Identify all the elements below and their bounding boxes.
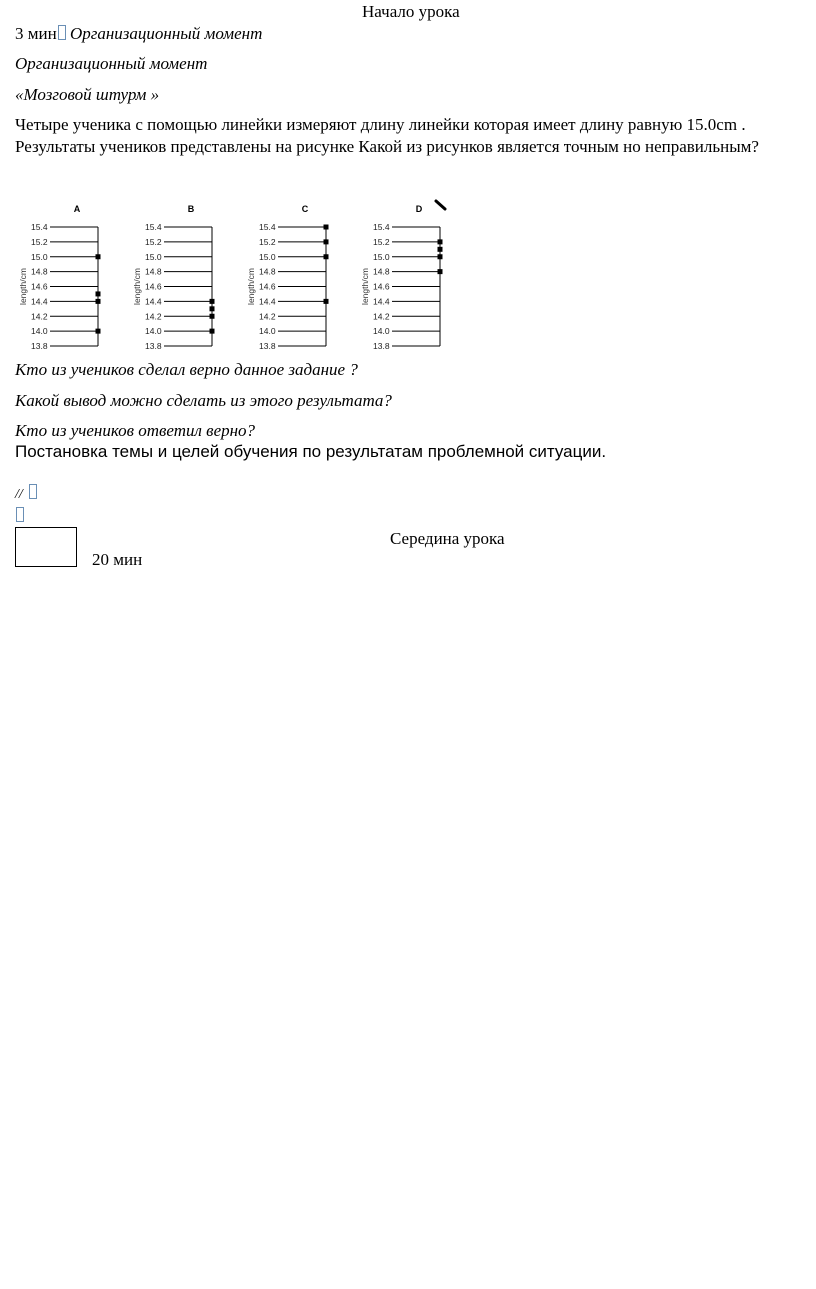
question-2: Какой вывод можно сделать из этого результата?	[15, 391, 392, 410]
brainstorm-heading: «Мозговой штурм »	[15, 85, 160, 104]
stage-time: 3 мин	[15, 24, 57, 43]
topic-line: Постановка темы и целей обучения по результатам проблемной ситуации.	[15, 442, 607, 461]
y-tick-label: 15.2	[31, 236, 48, 247]
data-point	[96, 329, 101, 334]
y-tick-label: 14.6	[373, 281, 390, 292]
stage-title: Организационный момент	[69, 24, 263, 43]
y-tick-label: 13.8	[31, 341, 48, 351]
y-tick-label: 15.0	[31, 251, 48, 262]
question-1: Кто из учеников сделал верно данное задание ?	[15, 360, 358, 379]
y-tick-label: 15.4	[145, 222, 162, 232]
broken-glyphs-row	[15, 484, 37, 503]
y-tick-label: 14.4	[373, 296, 390, 307]
stage-line	[15, 24, 262, 44]
data-point	[324, 299, 329, 304]
y-tick-label: 14.6	[145, 281, 162, 292]
y-tick-label: 14.0	[259, 326, 276, 337]
y-tick-label: 15.4	[259, 222, 276, 232]
data-point	[210, 314, 215, 319]
y-axis-label: length/cm	[246, 268, 256, 305]
y-tick-label: 13.8	[259, 341, 276, 351]
data-point	[324, 239, 329, 244]
y-axis-label: length/cm	[18, 268, 28, 305]
data-point	[324, 225, 329, 230]
lesson-middle-title: Середина урока	[390, 529, 505, 548]
y-tick-label: 14.4	[259, 296, 276, 307]
lesson-middle-time: 20 мин	[92, 550, 143, 569]
empty-box	[15, 527, 77, 567]
panel-label-B: B	[187, 204, 195, 214]
missing-glyph-icon	[29, 484, 37, 499]
panel-label-D: D	[415, 204, 423, 214]
data-point	[438, 254, 443, 259]
y-axis-label: length/cm	[360, 268, 370, 305]
y-tick-label: 15.4	[31, 222, 48, 232]
scribble-mark	[436, 201, 445, 209]
y-tick-label: 13.8	[145, 341, 162, 351]
data-point	[96, 254, 101, 259]
y-tick-label: 14.8	[259, 266, 276, 277]
lesson-start-title: Начало урока	[362, 2, 460, 21]
y-tick-label: 14.8	[145, 266, 162, 277]
broken-glyph-row-2	[15, 507, 24, 526]
y-tick-label: 15.0	[373, 251, 390, 262]
panel-label-A: A	[73, 204, 81, 214]
y-tick-label: 15.2	[373, 236, 390, 247]
y-tick-label: 14.2	[373, 311, 390, 322]
data-point	[438, 247, 443, 252]
missing-glyph-icon	[58, 25, 66, 40]
y-tick-label: 14.0	[373, 326, 390, 337]
data-point	[210, 299, 215, 304]
data-point	[210, 329, 215, 334]
data-point	[96, 299, 101, 304]
y-tick-label: 14.4	[145, 296, 162, 307]
y-tick-label: 15.2	[259, 236, 276, 247]
y-tick-label: 15.0	[259, 251, 276, 262]
y-tick-label: 15.4	[373, 222, 390, 232]
y-axis-label: length/cm	[132, 268, 142, 305]
y-tick-label: 14.6	[259, 281, 276, 292]
y-tick-label: 14.0	[31, 326, 48, 337]
problem-text: Четыре ученика с помощью линейки измеряют длину линейки которая имеет длину равную 15.0cm . Результаты учеников представлены на рисунке Какой из рисунков является точным но неправильным?	[15, 115, 759, 156]
data-point	[210, 306, 215, 311]
question-3: Кто из учеников ответил верно?	[15, 421, 256, 440]
data-point	[96, 291, 101, 296]
y-tick-label: 14.6	[31, 281, 48, 292]
data-point	[438, 239, 443, 244]
y-tick-label: 13.8	[373, 341, 390, 351]
y-tick-label: 14.0	[145, 326, 162, 337]
y-tick-label: 14.2	[31, 311, 48, 322]
data-point	[324, 254, 329, 259]
y-tick-label: 15.0	[145, 251, 162, 262]
stage-title-repeat: Организационный момент	[15, 54, 208, 73]
y-tick-label: 15.2	[145, 236, 162, 247]
y-tick-label: 14.2	[259, 311, 276, 322]
panel-label-C: C	[301, 204, 309, 214]
y-tick-label: 14.4	[31, 296, 48, 307]
y-tick-label: 14.8	[31, 266, 48, 277]
y-tick-label: 14.2	[145, 311, 162, 322]
data-point	[438, 269, 443, 274]
slash-glyph-icon: //	[15, 487, 23, 502]
y-tick-label: 14.8	[373, 266, 390, 277]
missing-glyph-icon	[16, 507, 24, 522]
ruler-measurements-chart	[0, 195, 460, 355]
